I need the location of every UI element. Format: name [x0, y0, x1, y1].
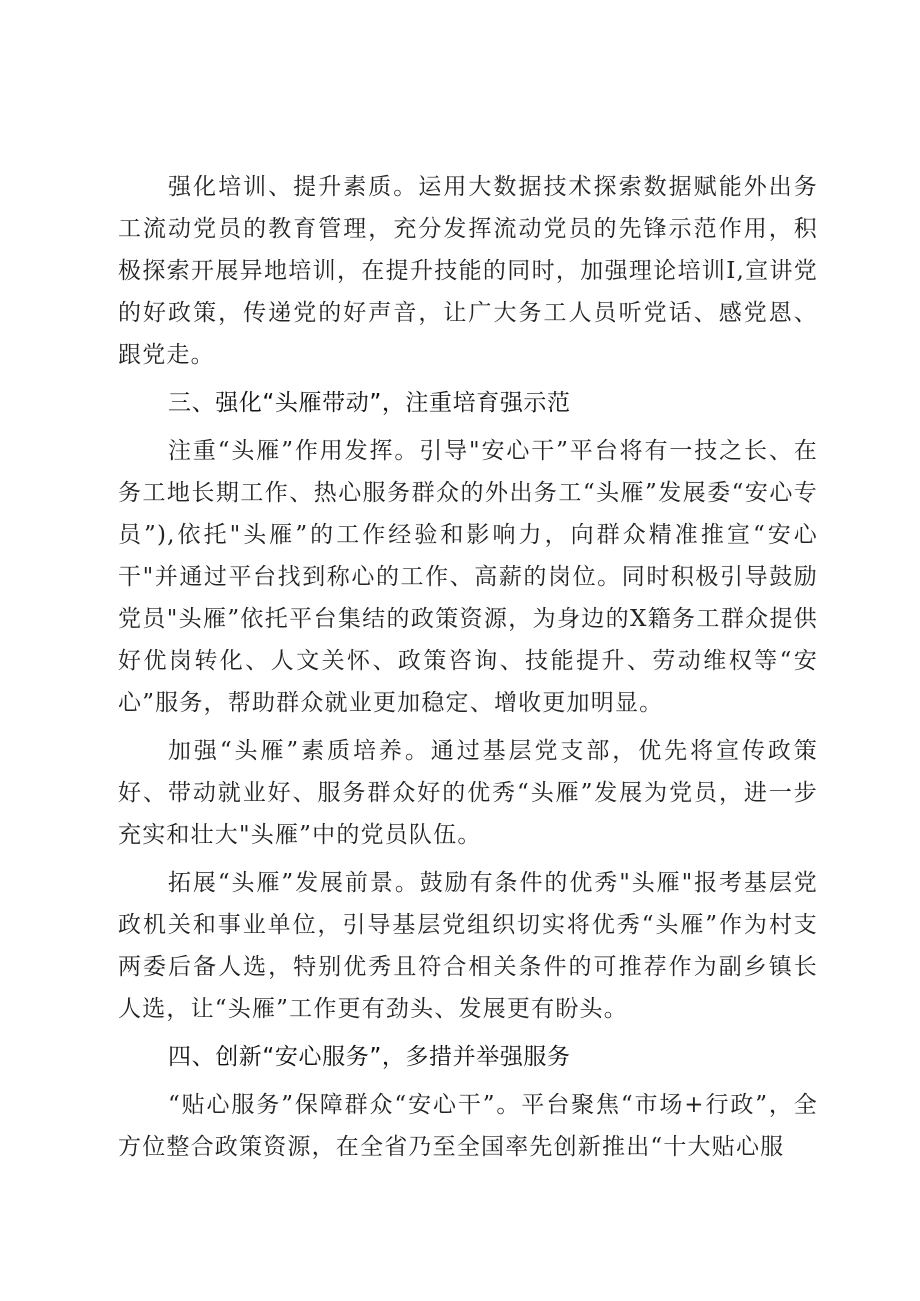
paragraph-leader-quality: 加强“头雁”素质培养。通过基层党支部，优先将宣传政策好、带动就业好、服务群众好的优秀“头雁”发展为党员，进一步充实和壮大"头雁”中的党员队伍。 — [118, 738, 818, 848]
paragraph-caring-service: “贴心服务”保障群众“安心干”。平台聚焦“市场+行政”，全方位整合政策资源，在全省乃至全国率先创新推出“十大贴心服 — [118, 1092, 818, 1160]
section-heading-3: 三、强化“头雁带动”，注重培育强示范 — [168, 390, 571, 416]
paragraph-training: 强化培训、提升素质。运用大数据技术探索数据赋能外出务工流动党员的教育管理，充分发挥流动党员的先锋示范作用，积极探索开展异地培训，在提升技能的同时，加强理论培训I,宣讲党的好政策，传递党的好声音，让广大务工人员听党话、感党恩、跟党走。 — [118, 174, 818, 368]
section-heading-4: 四、创新“安心服务”，多措并举强服务 — [168, 1044, 571, 1070]
document-body — [118, 166, 818, 1174]
paragraph-leader-prospects: 拓展“头雁”发展前景。鼓励有条件的优秀"头雁"报考基层党政机关和事业单位，引导基层党组织切实将优秀“头雁”作为村支两委后备人选，特别优秀且符合相关条件的可推荐作为副乡镇长人选，让“头雁”工作更有劲头、发展更有盼头。 — [118, 870, 818, 1022]
paragraph-leader-role: 注重“头雁”作用发挥。引导"安心干”平台将有一技之长、在务工地长期工作、热心服务群众的外出务工“头雁”发展委“安心专员”),依托"头雁”的工作经验和影响力，向群众精准推宣“安心干"并通过平台找到称心的工作、高薪的岗位。同时积极引导鼓励党员"头雁”依托平台集结的政策资源，为身边的X籍务工群众提供好优岗转化、人文关怀、政策咨询、技能提升、劳动维权等“安心”服务，帮助群众就业更加稳定、增收更加明显。 — [118, 438, 818, 716]
